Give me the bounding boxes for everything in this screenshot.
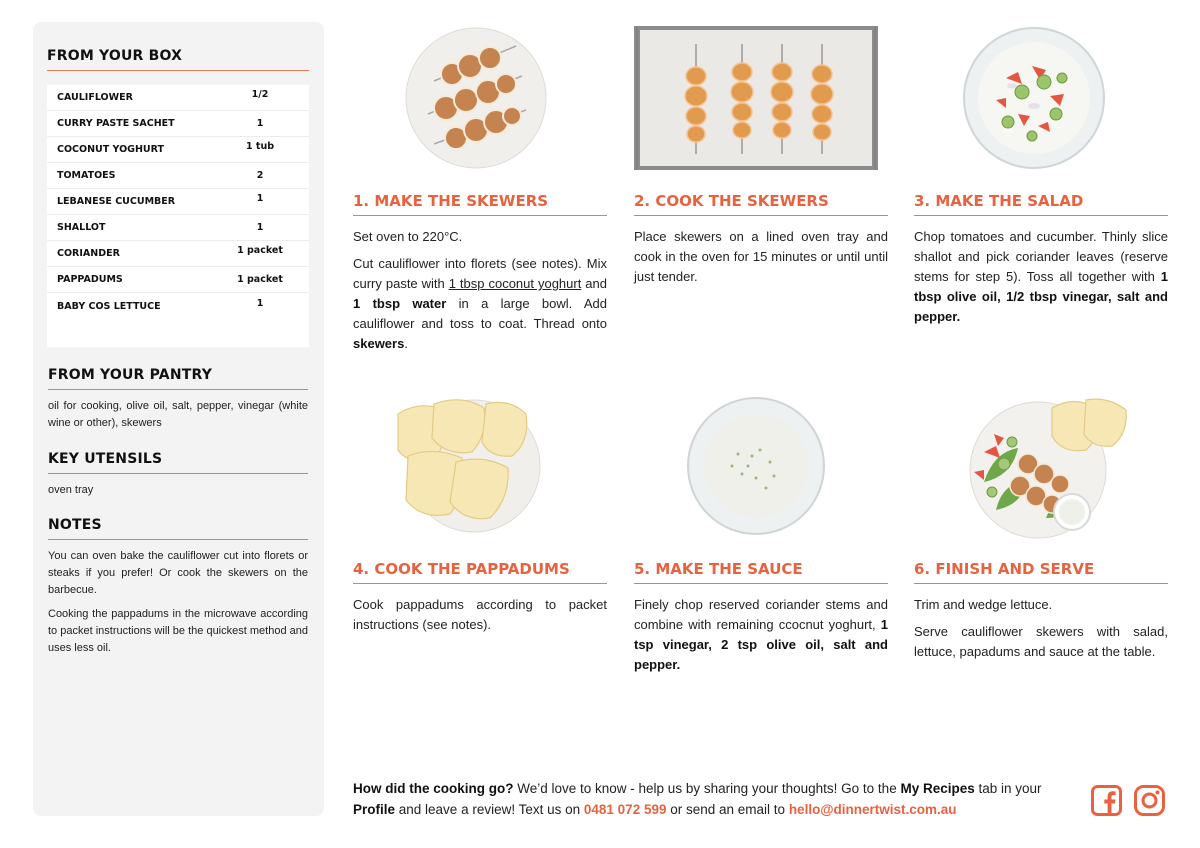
ingredient-qty: 1 packet <box>237 245 283 256</box>
sauce-bowl-image <box>686 396 826 536</box>
ingredient-name: CORIANDER <box>57 248 120 259</box>
footer-question: How did the cooking go? <box>353 781 514 796</box>
email-link[interactable]: hello@dinnertwist.com.au <box>788 802 957 817</box>
ingredient-name: CURRY PASTE SACHET <box>57 118 175 129</box>
notes-text <box>48 548 308 657</box>
utensils-text: oven tray <box>48 484 94 496</box>
ingredient-qty: 1 <box>256 193 264 204</box>
from-your-box-heading: FROM YOUR BOX <box>47 48 309 71</box>
oven-tray-image <box>634 26 878 170</box>
step-3-title: 3. MAKE THE SALAD <box>914 192 1168 216</box>
ingredient-row <box>47 267 309 293</box>
step-6 <box>914 560 1168 662</box>
note-2: Cooking the pappadums in the microwave according to packet instructions will be the quickest method and uses less oil. <box>48 608 308 654</box>
step-2-title: 2. COOK THE SKEWERS <box>634 192 888 216</box>
ingredients-table <box>47 85 309 347</box>
step-1-title: 1. MAKE THE SKEWERS <box>353 192 607 216</box>
ingredient-name: BABY COS LETTUCE <box>57 300 161 312</box>
pantry-text: oil for cooking, olive oil, salt, pepper, vinegar (white wine or other), skewers <box>48 400 308 429</box>
ingredient-qty: 1/2 <box>251 89 269 100</box>
notes-section <box>48 517 308 657</box>
ingredient-name: LEBANESE CUCUMBER <box>57 196 176 207</box>
ingredient-qty: 1 packet <box>237 274 283 285</box>
ingredient-name: TOMATOES <box>57 170 116 181</box>
ingredient-qty: 1 <box>256 118 264 129</box>
ingredients-sidebar <box>33 22 324 816</box>
step-3-text: Chop tomatoes and cucumber. Thinly slice shallot and pick coriander leaves (reserve stems for step 5). Toss all together with 1 tbsp olive oil, 1/2 tbsp vinegar, salt and pepper. <box>914 229 1168 324</box>
ingredient-row <box>47 293 309 319</box>
ingredient-row <box>47 137 309 163</box>
skewers-plate-image <box>404 26 548 170</box>
utensils-section <box>48 451 308 499</box>
step-2-text: Place skewers on a lined oven tray and cook in the oven for 15 minutes or until until just tender. <box>634 229 888 284</box>
ingredient-row <box>47 111 309 137</box>
note-1: You can oven bake the cauliflower cut into florets or steaks if you prefer! Or cook the skewers on the barbecue. <box>48 550 308 596</box>
pantry-section <box>48 367 308 432</box>
utensils-heading: KEY UTENSILS <box>48 451 308 474</box>
ingredient-name: PAPPADUMS <box>57 274 123 285</box>
ingredient-qty: 1 <box>256 297 264 309</box>
facebook-icon[interactable] <box>1091 785 1122 816</box>
profile-label: Profile <box>353 802 396 817</box>
notes-heading: NOTES <box>48 517 308 540</box>
step-4-text: Cook pappadums according to packet instructions (see notes). <box>353 597 607 632</box>
finished-dish-image <box>966 392 1134 540</box>
step-4 <box>353 560 607 635</box>
ingredient-row <box>47 163 309 189</box>
my-recipes-label: My Recipes <box>900 781 975 796</box>
ingredient-row <box>47 189 309 215</box>
step-5-title: 5. MAKE THE SAUCE <box>634 560 888 584</box>
step-6-text-1: Trim and wedge lettuce. <box>914 597 1053 612</box>
ingredient-qty: 1 <box>256 222 264 233</box>
phone-number[interactable]: 0481 072 599 <box>583 802 667 817</box>
step-3 <box>914 192 1168 327</box>
pantry-heading: FROM YOUR PANTRY <box>48 367 308 390</box>
step-6-text-2: Serve cauliflower skewers with salad, lettuce, papadums and sauce at the table. <box>914 624 1168 659</box>
step-2 <box>634 192 888 287</box>
ingredient-qty: 2 <box>256 170 264 181</box>
ingredient-name: SHALLOT <box>57 222 106 233</box>
ingredient-row <box>47 241 309 267</box>
step-4-title: 4. COOK THE PAPPADUMS <box>353 560 607 584</box>
from-your-box-section <box>47 48 309 71</box>
step-1-text-1: Set oven to 220°C. <box>353 229 463 244</box>
pappadums-plate-image <box>394 396 546 536</box>
step-6-title: 6. FINISH AND SERVE <box>914 560 1168 584</box>
instagram-icon[interactable] <box>1134 785 1165 816</box>
ingredient-name: CAULIFLOWER <box>57 92 133 103</box>
step-5 <box>634 560 888 675</box>
step-1-text-2: Cut cauliflower into florets (see notes). Mix curry paste with 1 tbsp coconut yoghurt and 1 tbsp water in a large bowl. Add cauliflower and toss to coat. Thread onto skewers. <box>353 256 608 351</box>
step-1 <box>353 192 607 354</box>
ingredient-row <box>47 85 309 111</box>
ingredient-name: COCONUT YOGHURT <box>57 144 164 155</box>
step-5-text: Finely chop reserved coriander stems and combine with remaining ccocnut yoghurt, 1 tsp vinegar, 2 tsp olive oil, salt and pepper. <box>634 597 888 672</box>
salad-bowl-image <box>962 26 1106 170</box>
feedback-footer: How did the cooking go? We’d love to know - help us by sharing your thoughts! Go to the My Recipes tab in your Profile and leave a review! Text us on 0481 072 599 or send an email to hello@dinnertwist.com.au <box>353 781 1042 817</box>
ingredient-row <box>47 215 309 241</box>
ingredient-qty: 1 tub <box>245 141 275 152</box>
